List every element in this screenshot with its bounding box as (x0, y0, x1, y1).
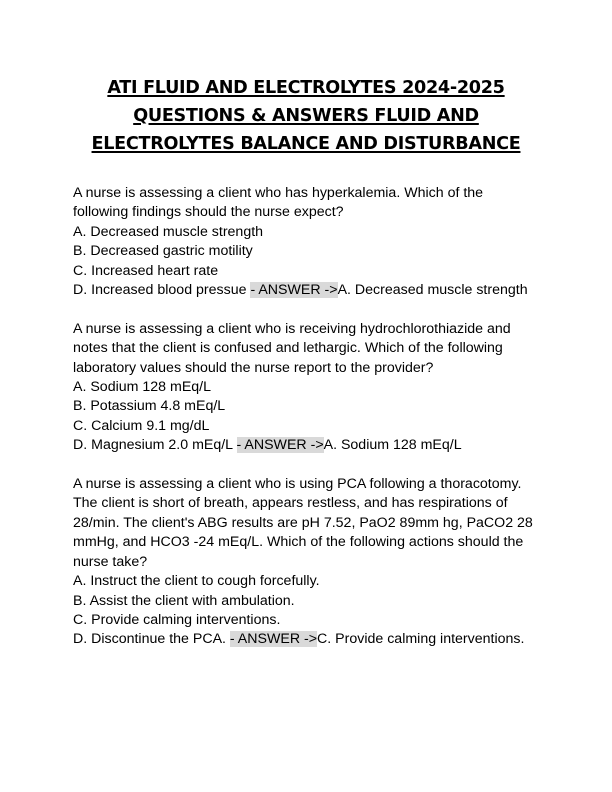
question-stem-line: laboratory values should the nurse report to the provider? (73, 359, 434, 376)
answer-marker: - ANSWER -> (236, 437, 324, 454)
option-d-with-answer (73, 281, 548, 300)
question-stem-line: A nurse is assessing a client who is receiving hydrochlorothiazide and (73, 320, 511, 337)
title-line-3: ELECTROLYTES BALANCE AND DISTURBANCE (91, 134, 521, 154)
option-a: A. Instruct the client to cough forcefully. (73, 573, 320, 590)
answer-marker: - ANSWER -> (229, 631, 318, 648)
question-block-2 (73, 320, 548, 456)
answer-text: C. Provide calming interventions. (317, 631, 525, 648)
question-block-3 (73, 475, 548, 650)
title-line-2: QUESTIONS & ANSWERS FLUID AND (133, 106, 479, 126)
option-d: D. Increased blood pressue (73, 282, 251, 299)
option-b: B. Decreased gastric motility (73, 243, 253, 260)
option-b: B. Potassium 4.8 mEq/L (73, 398, 226, 415)
question-stem-line: following findings should the nurse expect? (73, 204, 344, 221)
option-a: A. Decreased muscle strength (73, 223, 264, 240)
question-stem-line: A nurse is assessing a client who has hyperkalemia. Which of the (73, 185, 484, 201)
answer-text: A. Decreased muscle strength (337, 282, 528, 299)
answer-marker: - ANSWER -> (250, 282, 338, 299)
answer-text: A. Sodium 128 mEq/L (323, 437, 462, 454)
question-block-1 (73, 184, 548, 300)
option-a: A. Sodium 128 mEq/L (73, 379, 212, 396)
option-b: B. Assist the client with ambulation. (73, 592, 295, 609)
question-stem-line: The client is short of breath, appears restless, and has respirations of (73, 495, 508, 512)
option-c: C. Increased heart rate (73, 262, 219, 279)
option-d: D. Magnesium 2.0 mEq/L (73, 437, 237, 454)
option-d-with-answer (73, 630, 548, 649)
option-d-with-answer (73, 436, 548, 455)
option-c: C. Provide calming interventions. (73, 611, 281, 628)
question-stem-line: mmHg, and HCO3 -24 mEq/L. Which of the following actions should the (73, 534, 524, 551)
document-body (73, 184, 548, 669)
title-line-1: ATI FLUID AND ELECTROLYTES 2024-2025 (107, 78, 505, 98)
question-stem-line: A nurse is assessing a client who is using PCA following a thoracotomy. (73, 476, 522, 493)
question-stem-line: 28/min. The client's ABG results are pH 7.52, PaO2 89mm hg, PaCO2 28 (73, 514, 533, 531)
question-stem-line: notes that the client is confused and lethargic. Which of the following (73, 340, 503, 357)
question-stem-line: nurse take? (73, 553, 148, 570)
option-d: D. Discontinue the PCA. (73, 631, 230, 648)
option-c: C. Calcium 9.1 mg/dL (73, 417, 210, 434)
document-title (60, 74, 552, 158)
